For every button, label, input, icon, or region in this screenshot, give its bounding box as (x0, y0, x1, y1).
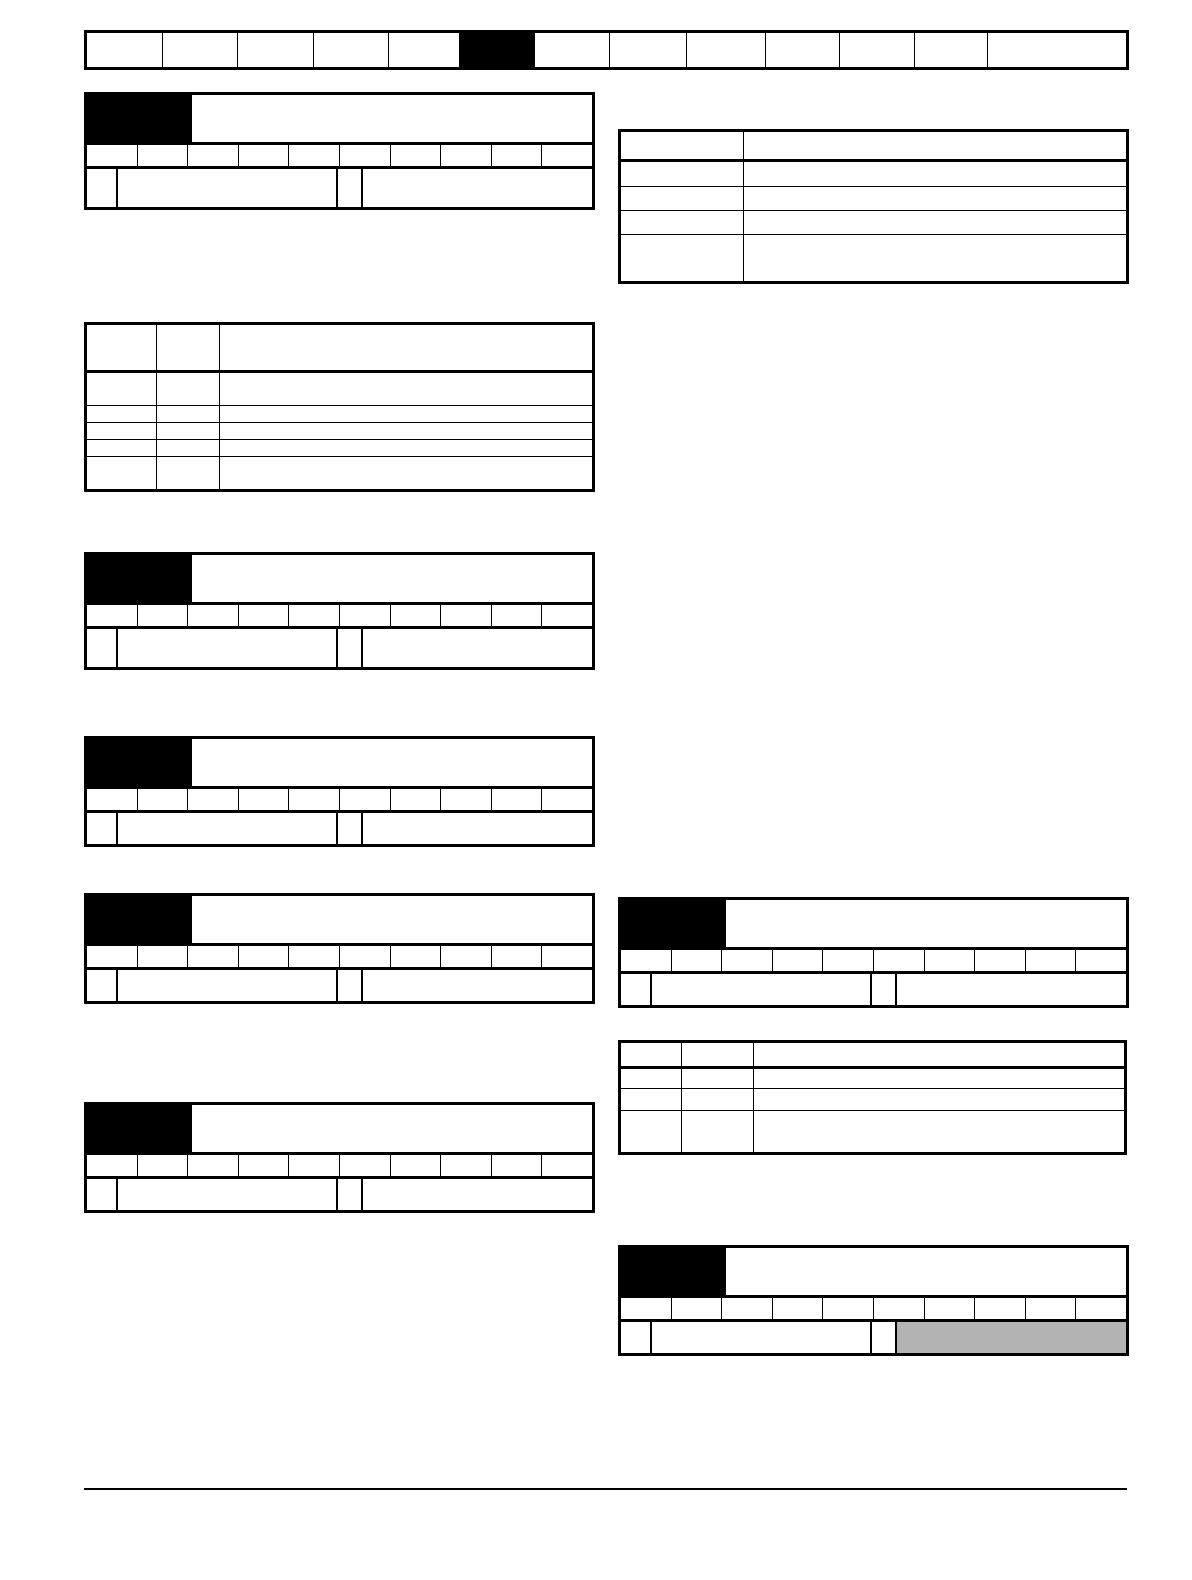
coding-cell (289, 605, 340, 626)
range-key (87, 813, 118, 844)
table-cell (682, 1068, 754, 1089)
table-row (620, 161, 1128, 187)
coding-cell (289, 789, 340, 810)
parameter-range-row (621, 974, 1126, 1005)
coding-cell (441, 789, 492, 810)
range-key (87, 970, 118, 1001)
coding-cell (492, 946, 543, 967)
coding-cell (391, 605, 442, 626)
range-value (118, 1179, 338, 1210)
coding-cell (672, 950, 723, 971)
parameter-header (87, 555, 592, 605)
parameter-range-row (87, 970, 592, 1001)
coding-cell (1076, 950, 1126, 971)
parameter-range-row (87, 813, 592, 844)
coding-cell (542, 789, 592, 810)
nav-tab-6-active[interactable] (460, 33, 535, 67)
coding-cell (188, 789, 239, 810)
parameter-header (87, 896, 592, 946)
nav-tab-11[interactable] (840, 33, 915, 67)
parameter-number (621, 1248, 726, 1295)
coding-cell (925, 950, 976, 971)
table-header-row (620, 131, 1128, 161)
coding-cell (925, 1298, 976, 1319)
coding-cell (138, 1155, 189, 1176)
table-cell (157, 440, 220, 457)
nav-tab-10[interactable] (766, 33, 840, 67)
coding-cell (621, 950, 672, 971)
coding-cell (87, 605, 138, 626)
coding-cell (138, 946, 189, 967)
coding-cell (542, 946, 592, 967)
coding-cell (975, 950, 1026, 971)
coding-cell (672, 1298, 723, 1319)
table-row (620, 187, 1128, 211)
table-cell (157, 406, 220, 423)
default-value-shaded (897, 1322, 1126, 1353)
coding-cell (87, 789, 138, 810)
coding-cell (188, 145, 239, 166)
coding-cell (391, 1155, 442, 1176)
coding-cell (874, 950, 925, 971)
table-cell (86, 423, 157, 440)
coding-cell (138, 145, 189, 166)
parameter-coding-row (621, 950, 1126, 974)
value-table-b (618, 129, 1129, 284)
default-value (897, 974, 1126, 1005)
coding-cell (340, 605, 391, 626)
default-value (363, 970, 592, 1001)
table-header-cell (754, 1042, 1126, 1068)
coding-cell (492, 789, 543, 810)
parameter-range-row (621, 1322, 1126, 1353)
table-cell (744, 161, 1128, 187)
table-row (620, 211, 1128, 235)
table-cell (620, 161, 744, 187)
coding-cell (340, 145, 391, 166)
table-header-cell (682, 1042, 754, 1068)
table-row (620, 1111, 1126, 1154)
parameter-coding-row (87, 145, 592, 169)
coding-cell (87, 1155, 138, 1176)
coding-cell (975, 1298, 1026, 1319)
table-row (86, 457, 594, 491)
table-header-row (620, 1042, 1126, 1068)
range-value (652, 974, 872, 1005)
nav-tab-12[interactable] (915, 33, 988, 67)
coding-cell (621, 1298, 672, 1319)
parameter-name (192, 896, 592, 943)
coding-cell (542, 1155, 592, 1176)
coding-cell (391, 789, 442, 810)
table-cell (754, 1089, 1126, 1111)
table-header-cell (157, 324, 220, 372)
coding-cell (239, 946, 290, 967)
parameter-block (84, 893, 595, 1004)
chapter-nav-bar (84, 30, 1129, 70)
table-cell (682, 1089, 754, 1111)
table-cell (754, 1068, 1126, 1089)
table-row (620, 235, 1128, 283)
coding-cell (239, 1155, 290, 1176)
value-table-a (84, 322, 595, 492)
parameter-coding-row (87, 605, 592, 629)
parameter-range-row (87, 629, 592, 667)
table-cell (620, 187, 744, 211)
default-key (338, 629, 363, 667)
parameter-header (87, 95, 592, 145)
footer-rule (84, 1488, 1127, 1490)
nav-tab-1[interactable] (87, 33, 163, 67)
table-cell (620, 1089, 682, 1111)
parameter-block (84, 1102, 595, 1213)
range-value (652, 1322, 872, 1353)
parameter-block (84, 736, 595, 847)
range-key (621, 974, 652, 1005)
parameter-header (87, 739, 592, 789)
parameter-number (87, 555, 192, 602)
coding-cell (773, 1298, 824, 1319)
parameter-range-row (87, 169, 592, 207)
table-cell (220, 423, 594, 440)
coding-cell (289, 946, 340, 967)
range-value (118, 169, 338, 207)
table-header-cell (620, 131, 744, 161)
parameter-header (87, 1105, 592, 1155)
table-cell (220, 457, 594, 491)
coding-cell (239, 145, 290, 166)
table-header-cell (620, 1042, 682, 1068)
default-key (872, 974, 897, 1005)
table-cell (157, 457, 220, 491)
parameter-coding-row (87, 1155, 592, 1179)
table-cell (157, 372, 220, 406)
table-cell (86, 457, 157, 491)
nav-tab-4[interactable] (314, 33, 389, 67)
parameter-number (87, 1105, 192, 1152)
coding-cell (823, 1298, 874, 1319)
coding-cell (340, 789, 391, 810)
nav-tab-5[interactable] (389, 33, 460, 67)
range-value (118, 629, 338, 667)
default-key (872, 1322, 897, 1353)
default-key (338, 169, 363, 207)
coding-cell (722, 1298, 773, 1319)
table-cell (620, 235, 744, 283)
table-cell (744, 211, 1128, 235)
coding-cell (188, 1155, 239, 1176)
parameter-number (87, 95, 192, 142)
coding-cell (138, 605, 189, 626)
table-header-cell (86, 324, 157, 372)
coding-cell (340, 1155, 391, 1176)
parameter-coding-row (87, 946, 592, 970)
default-value (363, 813, 592, 844)
default-key (338, 970, 363, 1001)
parameter-name (192, 1105, 592, 1152)
default-key (338, 1179, 363, 1210)
parameter-coding-row (87, 789, 592, 813)
range-key (87, 629, 118, 667)
table-cell (220, 372, 594, 406)
parameter-number (87, 739, 192, 786)
parameter-name (192, 739, 592, 786)
table-row (620, 1089, 1126, 1111)
default-value (363, 629, 592, 667)
default-value (363, 1179, 592, 1210)
table-cell (220, 440, 594, 457)
coding-cell (492, 145, 543, 166)
coding-cell (239, 605, 290, 626)
coding-cell (289, 1155, 340, 1176)
parameter-block (618, 1245, 1129, 1356)
coding-cell (1026, 950, 1077, 971)
coding-cell (492, 1155, 543, 1176)
parameter-block (84, 552, 595, 670)
table-cell (620, 1111, 682, 1154)
table-cell (744, 187, 1128, 211)
nav-tab-9[interactable] (687, 33, 766, 67)
coding-cell (87, 946, 138, 967)
parameter-name (726, 900, 1126, 947)
table-row (86, 406, 594, 423)
parameter-name (192, 95, 592, 142)
coding-cell (441, 145, 492, 166)
nav-tab-7[interactable] (535, 33, 610, 67)
table-cell (620, 1068, 682, 1089)
range-value (118, 970, 338, 1001)
parameter-name (726, 1248, 1126, 1295)
coding-cell (492, 605, 543, 626)
coding-cell (441, 605, 492, 626)
table-header-cell (220, 324, 594, 372)
coding-cell (391, 145, 442, 166)
parameter-number (621, 900, 726, 947)
table-cell (682, 1111, 754, 1154)
coding-cell (340, 946, 391, 967)
table-header-cell (744, 131, 1128, 161)
nav-tab-8[interactable] (610, 33, 687, 67)
parameter-block (84, 92, 595, 210)
table-cell (86, 406, 157, 423)
coding-cell (87, 145, 138, 166)
parameter-name (192, 555, 592, 602)
range-key (87, 1179, 118, 1210)
coding-cell (391, 946, 442, 967)
nav-tab-13[interactable] (988, 33, 1126, 67)
range-key (621, 1322, 652, 1353)
default-value (363, 169, 592, 207)
table-cell (620, 211, 744, 235)
table-row (620, 1068, 1126, 1089)
coding-cell (542, 145, 592, 166)
parameter-range-row (87, 1179, 592, 1210)
coding-cell (239, 789, 290, 810)
table-row (86, 423, 594, 440)
nav-tab-2[interactable] (163, 33, 238, 67)
coding-cell (289, 145, 340, 166)
coding-cell (874, 1298, 925, 1319)
coding-cell (773, 950, 824, 971)
range-value (118, 813, 338, 844)
coding-cell (1076, 1298, 1126, 1319)
table-row (86, 372, 594, 406)
default-key (338, 813, 363, 844)
coding-cell (823, 950, 874, 971)
coding-cell (441, 946, 492, 967)
coding-cell (722, 950, 773, 971)
table-cell (220, 406, 594, 423)
coding-cell (441, 1155, 492, 1176)
table-cell (86, 372, 157, 406)
table-cell (744, 235, 1128, 283)
table-cell (86, 440, 157, 457)
coding-cell (542, 605, 592, 626)
parameter-number (87, 896, 192, 943)
table-cell (157, 423, 220, 440)
coding-cell (188, 605, 239, 626)
table-header-row (86, 324, 594, 372)
coding-cell (138, 789, 189, 810)
table-cell (754, 1111, 1126, 1154)
value-table-c (618, 1040, 1127, 1155)
nav-tab-3[interactable] (238, 33, 314, 67)
parameter-header (621, 900, 1126, 950)
parameter-coding-row (621, 1298, 1126, 1322)
coding-cell (1026, 1298, 1077, 1319)
parameter-block (618, 897, 1129, 1008)
table-row (86, 440, 594, 457)
range-key (87, 169, 118, 207)
parameter-header (621, 1248, 1126, 1298)
coding-cell (188, 946, 239, 967)
